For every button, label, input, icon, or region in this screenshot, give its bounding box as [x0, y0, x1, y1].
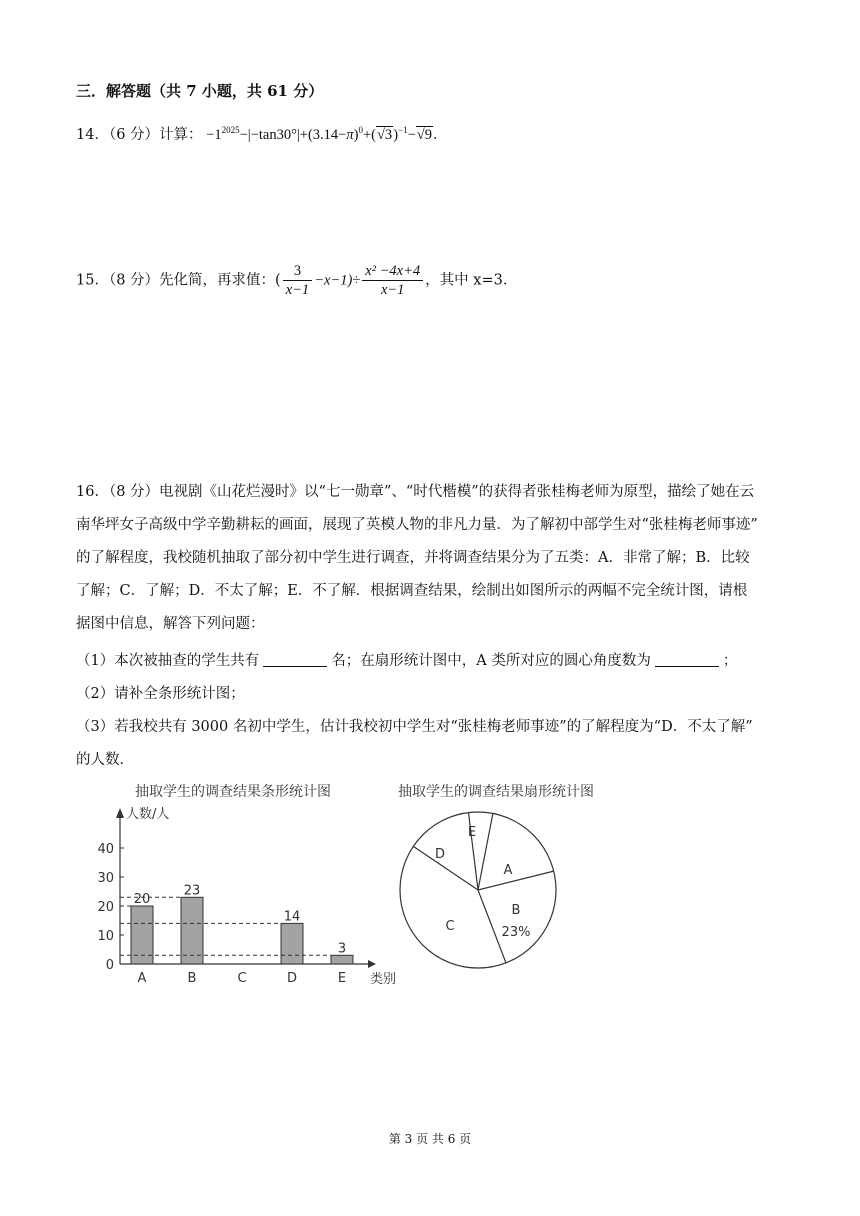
q15-tail: ，其中 x=3． [425, 272, 518, 289]
section-title: 三．解答题（共 7 小题，共 61 分） [76, 82, 324, 100]
q15-number: 15．（8 分）先化简，再求值：( [76, 272, 281, 289]
question-16-stem [76, 476, 792, 641]
pie-slice-label-E: E [467, 825, 477, 840]
pie-slice-label-B: B [511, 903, 521, 918]
y-tick-label: 20 [97, 900, 114, 915]
bar-E [331, 955, 353, 964]
q16-line-4: 了解；C．了解；D．不太了解；E．不了解．根据调查结果，绘制出如图所示的两幅不完全统计图，请根 [76, 583, 748, 599]
answer-blank-2[interactable] [655, 652, 719, 667]
question-15 [76, 262, 517, 299]
q14-expr-12: ． [433, 127, 448, 143]
pie-slice-label-D: D [434, 847, 446, 862]
q15-fraction-2 [362, 262, 423, 299]
pie-chart [392, 778, 660, 988]
q14-expr-6: +( [362, 127, 376, 143]
x-tick-label: D [286, 971, 298, 986]
q14-expr-11: √9 [416, 127, 433, 143]
x-tick-label: C [237, 971, 247, 986]
q14-expr-2: −|−tan30°|+(3.14− [239, 127, 347, 143]
q16-sub1-b: 名；在扇形统计图中，A 类所对应的圆心角度数为 [331, 653, 651, 669]
x-tick-label: B [187, 971, 197, 986]
q15-frac2-num: x² −4x+4 [362, 262, 423, 281]
q14-expr-5: 0 [358, 125, 363, 135]
q16-subquestion-3-line-2: 的人数． [76, 752, 134, 768]
q15-fraction-1 [283, 262, 312, 299]
q14-expr-9: −1 [398, 125, 408, 135]
q16-subquestion-1 [76, 649, 737, 670]
bar-data-label: 20 [133, 892, 151, 907]
x-tick-label: A [137, 971, 147, 986]
pie-slice-label-A: A [503, 863, 513, 878]
q14-expr-4: ) [353, 127, 359, 143]
pie-slice-label-C: C [445, 919, 455, 934]
q14-expr-0: −1 [206, 127, 222, 143]
bar-chart-bars [120, 883, 353, 986]
bar-chart-xlabel: 类别 [370, 972, 397, 987]
q16-line-1: 16．（8 分）电视剧《山花烂漫时》以“七一勋章”、“时代楷模”的获得者张桂梅老师为原型，描绘了她在云 [76, 484, 755, 500]
q16-line-3: 的了解程度，我校随机抽取了部分初中学生进行调查，并将调查结果分为了五类：A．非常了解；B．比较 [76, 550, 750, 566]
q16-line-2: 南华坪女子高级中学辛勤耕耘的画面，展现了英模人物的非凡力量．为了解初中部学生对“张桂梅老师事迹” [76, 517, 758, 533]
pie-chart-slices [400, 812, 556, 968]
y-tick-label: 0 [105, 958, 114, 973]
x-tick-label: E [337, 971, 347, 986]
q16-sub1-c: ； [722, 653, 738, 669]
x-axis-arrow [368, 960, 376, 968]
q14-expr-10: − [407, 127, 416, 143]
page-footer: 第 3 页 共 6 页 [388, 1132, 472, 1146]
bar-data-label: 3 [337, 941, 347, 957]
answer-blank-1[interactable] [263, 652, 327, 667]
bar-data-label: 14 [283, 909, 301, 925]
bar-D [281, 923, 303, 964]
bar-data-label: 23 [183, 883, 201, 899]
q14-expr-8: ) [393, 127, 399, 143]
bar-chart-ylabel: 人数/人 [126, 807, 170, 822]
y-tick-label: 10 [97, 929, 114, 944]
q15-mid: −x−1)÷ [314, 272, 361, 289]
bar-chart [90, 778, 420, 988]
q16-subquestion-2: （2）请补全条形统计图； [76, 686, 245, 702]
q14-expr-1: 2025 [221, 125, 240, 135]
y-axis-arrow [116, 808, 124, 818]
question-14 [76, 120, 448, 145]
q14-number: 14．（6 分）计算： [76, 127, 203, 143]
q16-subquestion-3-line-1: （3）若我校共有 3000 名初中学生，估计我校初中学生对“张桂梅老师事迹”的了解程度为“D．不太了解” [76, 719, 753, 735]
q16-sub1-a: （1）本次被抽查的学生共有 [76, 653, 260, 669]
pie-slice-percent: 23% [501, 925, 531, 940]
q15-frac2-den: x−1 [380, 282, 405, 298]
q14-expr-3: π [346, 127, 354, 143]
y-tick-label: 30 [97, 871, 114, 886]
q14-expr-7: √3 [376, 127, 393, 143]
q16-line-5: 据图中信息，解答下列问题： [76, 616, 265, 632]
bar-chart-title: 抽取学生的调查结果条形统计图 [135, 784, 331, 800]
q15-frac1-den: x−1 [285, 282, 310, 298]
pie-chart-title: 抽取学生的调查结果扇形统计图 [398, 784, 594, 800]
bar-B [181, 897, 203, 964]
y-tick-label: 40 [97, 842, 114, 857]
q15-frac1-num: 3 [283, 262, 312, 281]
